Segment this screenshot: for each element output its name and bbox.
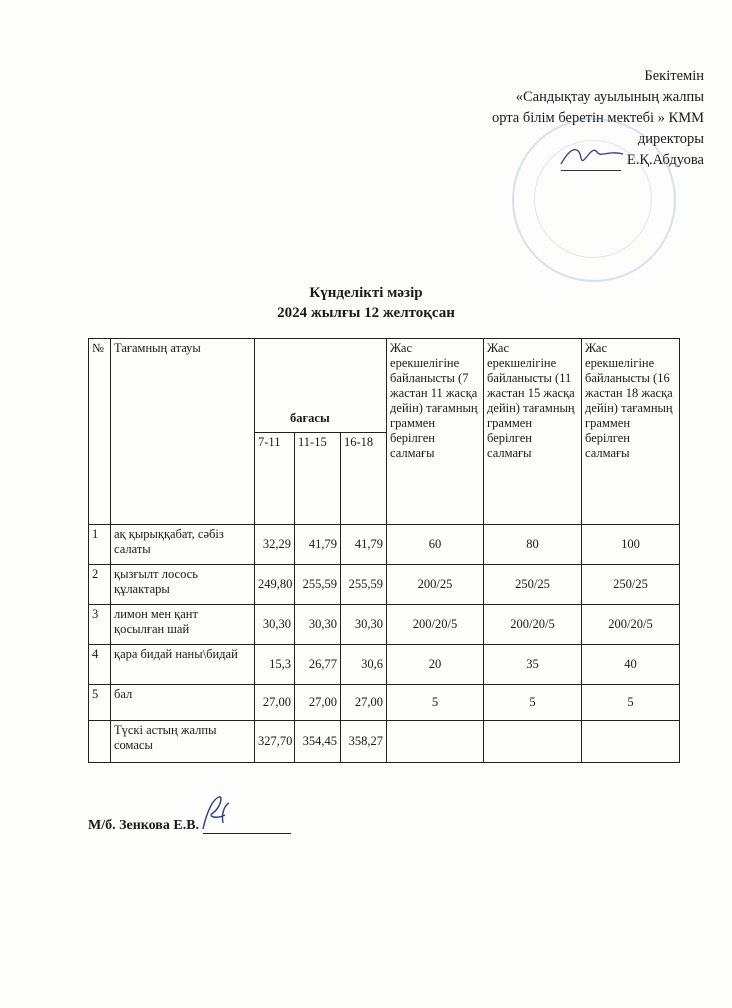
total-empty-cell xyxy=(484,721,582,763)
price-16-18: 30,30 xyxy=(341,605,387,645)
weight-11-15: 5 xyxy=(484,685,582,721)
table-row xyxy=(89,685,680,721)
weight-7-11: 200/25 xyxy=(387,565,484,605)
page-title: Күнделікті мәзір xyxy=(309,285,423,301)
weight-16-18: 250/25 xyxy=(582,565,680,605)
header-age-11-15: 11-15 xyxy=(295,433,341,525)
nurse-signature-line xyxy=(203,819,291,834)
header-price xyxy=(255,339,387,433)
total-7-11: 327,70 xyxy=(255,721,295,763)
price-11-15: 26,77 xyxy=(295,645,341,685)
weight-11-15: 200/20/5 xyxy=(484,605,582,645)
weight-11-15: 250/25 xyxy=(484,565,582,605)
table-header-row xyxy=(89,339,680,433)
school-name-line2: орта білім беретін мектебі » КММ xyxy=(491,110,704,126)
total-empty-cell xyxy=(387,721,484,763)
nurse-signature-scribble xyxy=(195,793,235,833)
weight-7-11: 5 xyxy=(387,685,484,721)
header-number: № xyxy=(89,339,111,525)
total-16-18: 358,27 xyxy=(341,721,387,763)
table-row xyxy=(89,605,680,645)
weight-16-18: 40 xyxy=(582,645,680,685)
weight-16-18: 200/20/5 xyxy=(582,605,680,645)
header-weight-11-15: Жас ерекшелігіне байланысты (11 жастан 15 жасқа дейін) тағамның граммен берілген салмағы xyxy=(484,339,582,525)
table-total-row xyxy=(89,721,680,763)
school-name-line1: «Сандықтау ауылының жалпы xyxy=(515,89,704,105)
row-number: 2 xyxy=(89,565,111,605)
total-label: Түскі астың жалпы сомасы xyxy=(111,721,255,763)
total-empty-cell xyxy=(582,721,680,763)
weight-7-11: 60 xyxy=(387,525,484,565)
official-stamp-inner-ring xyxy=(534,140,652,258)
weight-11-15: 35 xyxy=(484,645,582,685)
price-16-18: 41,79 xyxy=(341,525,387,565)
price-11-15: 27,00 xyxy=(295,685,341,721)
row-number: 1 xyxy=(89,525,111,565)
price-7-11: 15,3 xyxy=(255,645,295,685)
price-16-18: 27,00 xyxy=(341,685,387,721)
page-date: 2024 жылғы 12 желтоқсан xyxy=(277,305,455,321)
total-11-15: 354,45 xyxy=(295,721,341,763)
director-position: директоры xyxy=(637,131,704,147)
header-age-7-11: 7-11 xyxy=(255,433,295,525)
header-dish-name: Тағамның атауы xyxy=(111,339,255,525)
approval-heading: Бекітемін xyxy=(644,68,704,84)
row-number: 5 xyxy=(89,685,111,721)
price-11-15: 30,30 xyxy=(295,605,341,645)
weight-16-18: 100 xyxy=(582,525,680,565)
price-7-11: 32,29 xyxy=(255,525,295,565)
header-price-label: бағасы xyxy=(290,411,330,425)
row-number: 3 xyxy=(89,605,111,645)
weight-11-15: 80 xyxy=(484,525,582,565)
price-16-18: 30,6 xyxy=(341,645,387,685)
header-weight-16-18: Жас ерекшелігіне байланысты (16 жастан 18 жасқа дейін) тағамның граммен берілген салмағы xyxy=(582,339,680,525)
table-row xyxy=(89,525,680,565)
dish-name: лимон мен қант қосылған шай xyxy=(111,605,255,645)
price-16-18: 255,59 xyxy=(341,565,387,605)
dish-name: қызғылт лосось құлактары xyxy=(111,565,255,605)
director-name: Е.Қ.Абдуова xyxy=(626,152,704,168)
price-7-11: 30,30 xyxy=(255,605,295,645)
price-11-15: 41,79 xyxy=(295,525,341,565)
menu-table xyxy=(88,338,680,763)
price-11-15: 255,59 xyxy=(295,565,341,605)
total-number-cell xyxy=(89,721,111,763)
nurse-signature-label: М/б. Зенкова Е.В. xyxy=(88,818,200,833)
price-7-11: 27,00 xyxy=(255,685,295,721)
header-weight-7-11: Жас ерекшелігіне байланысты (7 жастан 11 жасқа дейін) тағамның граммен берілген салмағы xyxy=(387,339,484,525)
table-row xyxy=(89,565,680,605)
row-number: 4 xyxy=(89,645,111,685)
weight-7-11: 200/20/5 xyxy=(387,605,484,645)
price-7-11: 249,80 xyxy=(255,565,295,605)
nurse-signature-block xyxy=(88,818,291,834)
dish-name: ақ қырыққабат, сәбіз салаты xyxy=(111,525,255,565)
weight-16-18: 5 xyxy=(582,685,680,721)
weight-7-11: 20 xyxy=(387,645,484,685)
header-age-16-18: 16-18 xyxy=(341,433,387,525)
dish-name: бал xyxy=(111,685,255,721)
table-row xyxy=(89,645,680,685)
dish-name: қара бидай наны\бидай xyxy=(111,645,255,685)
official-stamp xyxy=(512,118,676,282)
